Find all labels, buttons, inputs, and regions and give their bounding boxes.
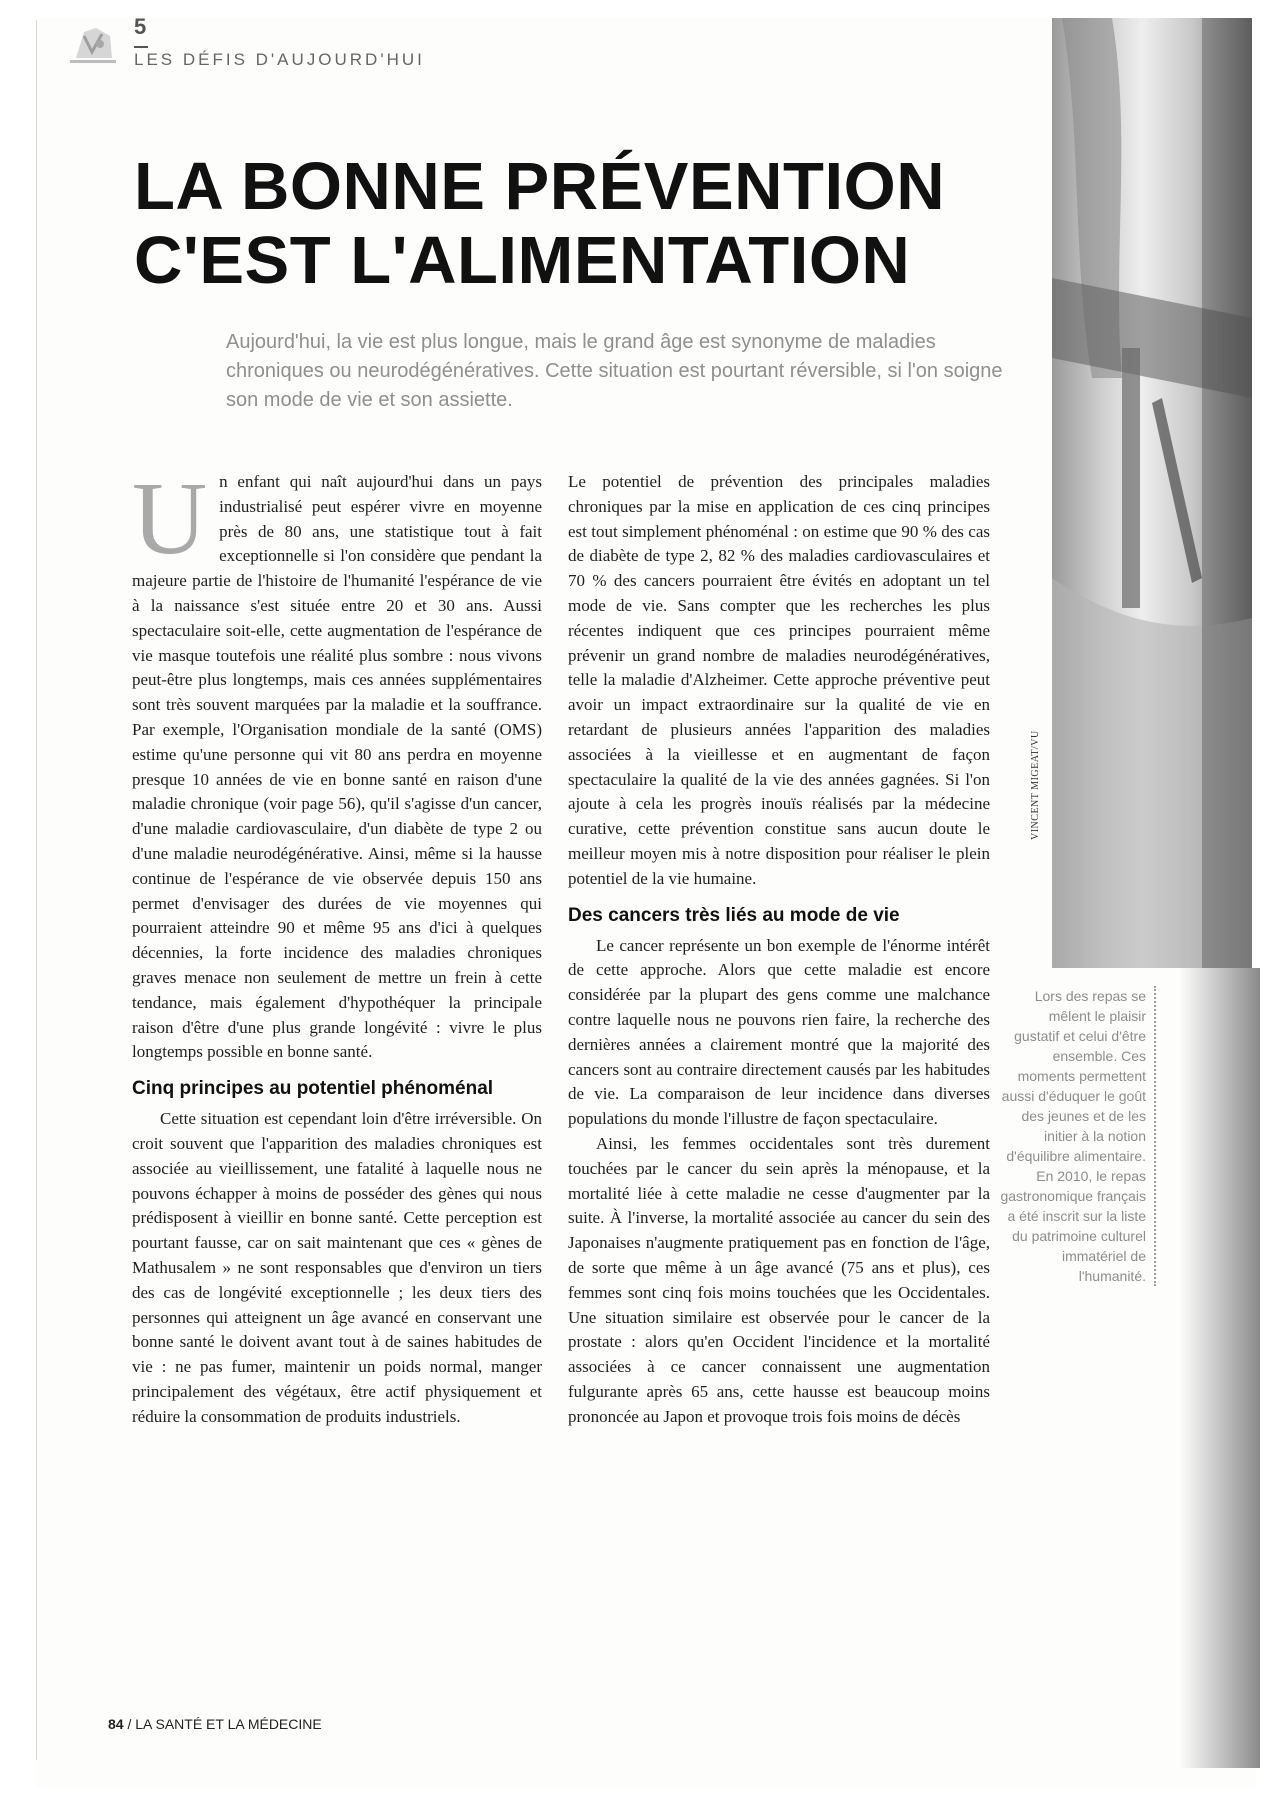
article-photo	[1052, 18, 1252, 968]
title-line-2: C'EST L'ALIMENTATION	[134, 223, 911, 298]
subhead-cancers: Des cancers très liés au mode de vie	[568, 904, 900, 926]
page-edge-shadow	[1180, 968, 1260, 1768]
body-paragraph: Le potentiel de prévention des principales maladies chroniques par la mise en application de ces cinq principes est tout simplement phénoménal : on estime que 90 % des cas de diabète de type 2, 82 % des maladies cardiovasculaires et 70 % des cancers pourraient être évités en adoptant un tel mode de vie. Sans compter que les recherches les plus récentes indiquent que ces principes pourraient même prévenir un grand nombre de maladies neurodégénératives, telle la maladie d'Alzheimer. Cette approche préventive peut avoir un impact extraordinaire sur la qualité de vie en retardant de plusieurs années l'apparition des maladies associées à la vieillesse et en augmentant de façon spectaculaire la qualité de la vie des années gagnées. Si l'on ajoute à cela les progrès inouïs réalisés par la médecine curative, cette prévention constitue sans aucun doute le meilleur moyen mis à notre disposition pour réaliser le plein potentiel de la vie humaine.	[568, 472, 990, 888]
rubric-logo-icon	[66, 22, 120, 78]
body-column-2	[568, 470, 990, 1429]
title-line-1: LA BONNE PRÉVENTION	[134, 149, 946, 224]
rubric-number: 5	[134, 14, 147, 39]
rubric-label: LES DÉFIS D'AUJOURD'HUI	[134, 50, 425, 69]
photo-illustration	[1052, 18, 1252, 968]
intro-paragraph-text: n enfant qui naît aujourd'hui dans un pays industrialisé peut espérer vivre en moyenne près de 80 ans, une statistique tout à fait exceptionnelle si l'on considère que pendant la majeure partie de l'histoire de l'humanité l'espérance de vie à la naissance s'est située entre 20 et 30 ans. Aussi spectaculaire soit-elle, cette augmentation de l'espérance de vie masque toutefois une réalité plus sombre : nous vivons peut-être plus longtemps, mais ces années supplémentaires sont très souvent marquées par la maladie et la souffrance. Par exemple, l'Organisation mondiale de la santé (OMS) estime qu'une personne qui vit 80 ans perdra en moyenne presque 10 années de vie en bonne santé en raison d'une maladie chronique (voir page 56), qu'il s'agisse d'un cancer, d'une maladie cardiovasculaire, d'un diabète de type 2 ou d'une maladie neurodégénérative. Ainsi, même si la hausse continue de l'espérance de vie observée depuis 150 ans permet d'envisager des durées de vie moyennes qui pourraient atteindre 90 et même 95 ans d'ici à quelques décennies, la forte incidence des maladies chroniques graves menace non seulement de mettre un frein à cette tendance, mais également d'hypothéquer la principale raison d'être d'une plus grande longévité : vivre le plus longtemps possible en bonne santé.	[132, 472, 542, 1062]
body-paragraph: Cette situation est cependant loin d'être irréversible. On croit souvent que l'apparition des maladies chroniques est associée au vieillissement, une fatalité à laquelle nous ne pouvons échapper à moins de posséder des gènes qui nous prédisposent à vieillir en bonne santé. Cette perception est pourtant fausse, car on sait maintenant que ces « gènes de Mathusalem » ne sont responsables que d'environ un tiers des cas de longévité exceptionnelle ; les deux tiers des personnes qui atteignent un âge avancé en conservant une bonne santé le doivent avant tout à de saines habitudes de vie : ne pas fumer, maintenir un poids normal, manger principalement des végétaux, être actif physiquement et réduire la consommation de produits industriels.	[132, 1109, 542, 1426]
drop-cap: U	[132, 461, 208, 576]
standfirst: Aujourd'hui, la vie est plus longue, mais le grand âge est synonyme de maladies chroniques ou neurodégénératives. Cette situation est pourtant réversible, si l'on soigne son mode de vie et son assiette.	[226, 331, 1003, 411]
subhead-cinq-principes: Cinq principes au potentiel phénoménal	[132, 1078, 494, 1100]
body-paragraph: Ainsi, les femmes occidentales sont très durement touchées par le cancer du sein après la ménopause, et la mortalité liée à cette maladie ne cesse d'augmenter par la suite. À l'inverse, la mortalité associée au cancer du sein des Japonaises n'augmente pratiquement pas en fonction de l'âge, de sorte que même à un âge avancé (75 ans et plus), ces femmes sont cinq fois moins touchées que les Occidentales. Une situation similaire est observée pour le cancer de la prostate : alors qu'en Occident l'incidence et la mortalité associées à ce cancer connaissent une augmentation fulgurante après 65 ans, cette hausse est beaucoup moins prononcée au Japon et provoque trois fois moins de décès	[568, 1133, 990, 1426]
page-left-rule	[36, 20, 37, 1760]
photo-credit: VINCENT MIGEAT/VU	[1030, 730, 1041, 840]
body-paragraph: Le cancer représente un bon exemple de l'énorme intérêt de cette approche. Alors que cette maladie est encore considérée par la plupart des gens comme une malchance contre laquelle nous ne pouvons rien faire, la recherche des dernières années a clairement montré que la majorité des cancers sont au contraire directement causés par les habitudes de vie. La comparaison de leur incidence dans diverses populations du monde l'illustre de façon spectaculaire.	[568, 935, 990, 1129]
body-column-1	[132, 461, 542, 1429]
page-number: 84	[108, 1716, 124, 1732]
photo-caption: Lors des repas se mêlent le plaisir gustatif et celui d'être ensemble. Ces moments permettent aussi d'éduquer le goût des jeunes et de les initier à la notion d'équilibre alimentaire. En 2010, le repas gastronomique français a été inscrit sur la liste du patrimoine culturel immatériel de l'humanité.	[1000, 986, 1156, 1286]
rubric-rule	[134, 46, 148, 48]
folio	[108, 1716, 322, 1732]
intro-paragraph	[132, 461, 542, 1065]
publication-name: / LA SANTÉ ET LA MÉDECINE	[127, 1716, 322, 1732]
article-title	[134, 150, 1034, 298]
